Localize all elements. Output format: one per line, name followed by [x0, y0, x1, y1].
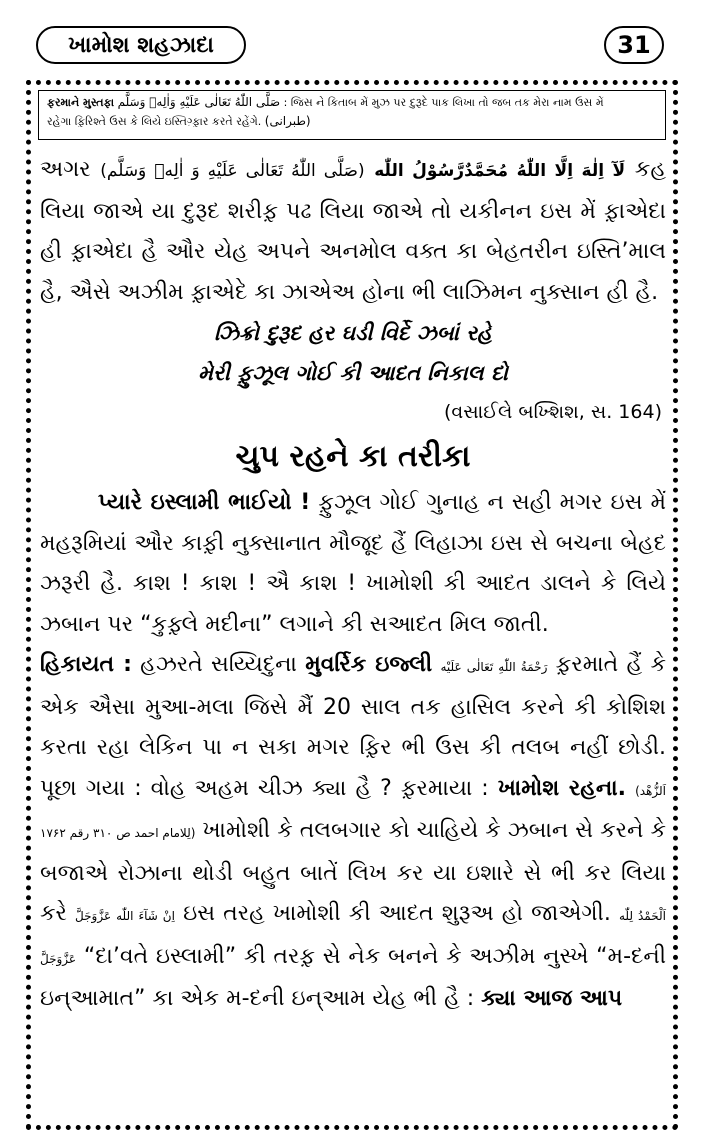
paragraph-2-lead: પ્યારે ઇસ્લામી ભાઈયો ! — [98, 490, 311, 515]
notice-reference: (طبرانی) — [264, 114, 311, 128]
kalima-text: لَآ اِلٰهَ اِلَّا اللّٰهُ مُحَمَّدٌرَّسُوْلُ اللّٰه — [374, 161, 626, 181]
paragraph-2-body: ફ઼ુઝૂલ ગોઈ ગુનાહ ન સહી મગર ઇસ મેં મહરૂમિયાં ઔર કાફ઼ી નુક્સાનાત મૌજૂદ હૈં લિહાઝા ઇસ સે બચના બેહદ ઝરૂરી હૈ. કાશ ! કાશ ! ઐ કાશ ! ખામોશી કી આદત ડાલને કે લિયે ઝબાન પર “કુફ઼્લે મદીના” લગાને કી સઆદત મિલ જાતી. — [40, 490, 667, 637]
paragraph-1 — [40, 150, 666, 313]
closing-question: ક્યા આજ આપ — [481, 986, 623, 1011]
notice-salawat: صَلَّى اللّٰهُ تَعَالٰى عَلَيْهِ وَاٰلِهٖ وَسَلَّم — [117, 95, 281, 109]
page-number: 31 — [604, 26, 664, 64]
couplet-line-1: ઝિક્રો દુરૂદ હર ઘડી વિર્દે ઝબાં રહે — [214, 321, 492, 345]
paragraph-3 — [40, 645, 666, 1020]
paragraph-1-start: અગર — [40, 157, 91, 182]
paragraph-3-text-4: ઇસ તરહ ખામોશી કી આદત શુરૂઅ હો જાએગી. — [183, 901, 611, 926]
notice-text-2: રહેગા ફ઼િરિશ્તે ઉસ કે લિયે ઇસ્તિગ઼્ફ઼ાર કરતે રહેંગે. — [47, 115, 262, 128]
paragraph-3-text-1: હઝરતે સય્યિદુના — [140, 652, 297, 677]
paragraph-3-text-5: “દા’વતે ઇસ્લામી” કી તરફ઼ સે નેક બનને કે અઝીમ નુસ્ખે “મ-દની ઇન્આમાત” કા એક મ-દની ઇન્આમ યેહ ભી હૈ : — [40, 943, 667, 1011]
narrator-name: મુવર્રિક ઇજ્લી — [305, 652, 433, 677]
book-title: ખામોશ શહઝાદા — [36, 26, 246, 64]
citation-text: (اَلزُّهْد لِلامام احمد ص ۳۱۰ رقم ۱۷۶۲) — [40, 783, 666, 840]
paragraph-1-body: કહ લિયા જાએ યા દુરૂદ શરીફ઼ પઢ લિયા જાએ તો યકીનન ઇસ મેં ફ઼ાએદા હી ફ઼ાએદા હૈ ઔર યેહ અપને અનમોલ વક્ત કા બેહતરીન ઇસ્તિ’માલ હૈ, ઐસે અઝીમ ફ઼ાએદે કા ઝાએઅ હોના ભી લાઝિમન નુક્સાન હી હૈ. — [40, 157, 666, 305]
notice-text-1: : જિસ ને કિતાબ મેં મુઝ પર દુરૂદે પાક લિખા તો જબ તક મેરા નામ ઉસ મેં — [283, 96, 604, 109]
notice-line-1 — [47, 93, 657, 112]
paragraph-2 — [40, 483, 666, 645]
paragraph-3-text-3: ખામોશી કે તલબગાર કો ચાહિયે કે ઝબાન સે કરને કે બજાએ રોઝાના થોડી બહુત બાતેં લિખ કર યા ઇશારે સે ભી કર લિયા કરે — [40, 818, 666, 926]
notice-label: ફરમાને મુસ્તફા — [47, 96, 115, 109]
couplet-reference: (વસાઈલે બખ્શિશ, સ. 164) — [444, 401, 662, 423]
notice-line-2 — [47, 112, 657, 131]
hikayat-label: હિકાયત : — [40, 652, 132, 677]
honorific-text: رَحْمَةُ اللّٰهِ تَعَالٰى عَلَيْه — [440, 660, 548, 674]
hadith-notice-box — [38, 90, 666, 140]
page-content — [40, 150, 666, 1020]
couplet-line-2: મેરી ફ઼ુઝૂલ ગોઈ કી આદત નિકાલ દો — [198, 361, 508, 385]
inshallah-text: اِنْ شَآءَ اللّٰه عَزَّوَجَلَّ — [75, 909, 175, 923]
salawat-text: (صَلَّى اللّٰهُ تَعَالٰى عَلَيْهِ وَ اٰلِهٖ وَسَلَّم) — [100, 161, 365, 181]
paragraph-3-text-2: ફ઼રમાતે હૈં કે એક ઐસા મુઆ-મલા જિસે મૈં 20 સાલ તક હાસિલ કરને કી કોશિશ કરતા રહા લેકિન પા ન સકા મગર ફ઼િર ભી ઉસ કી તલબ નહીં છોડી. પૂછા ગયા : વોહ અહમ ચીઝ ક્યા હૈ ? ફ઼રમાયા : — [40, 652, 666, 801]
alhamdulillah-text: اَلْحَمْدُ لِلّٰه عَزَّوَجَلَّ — [40, 909, 666, 966]
section-heading: ચુપ રહને કા તરીકા — [235, 439, 471, 474]
quote-text: ખામોશ રહના. — [497, 775, 627, 801]
